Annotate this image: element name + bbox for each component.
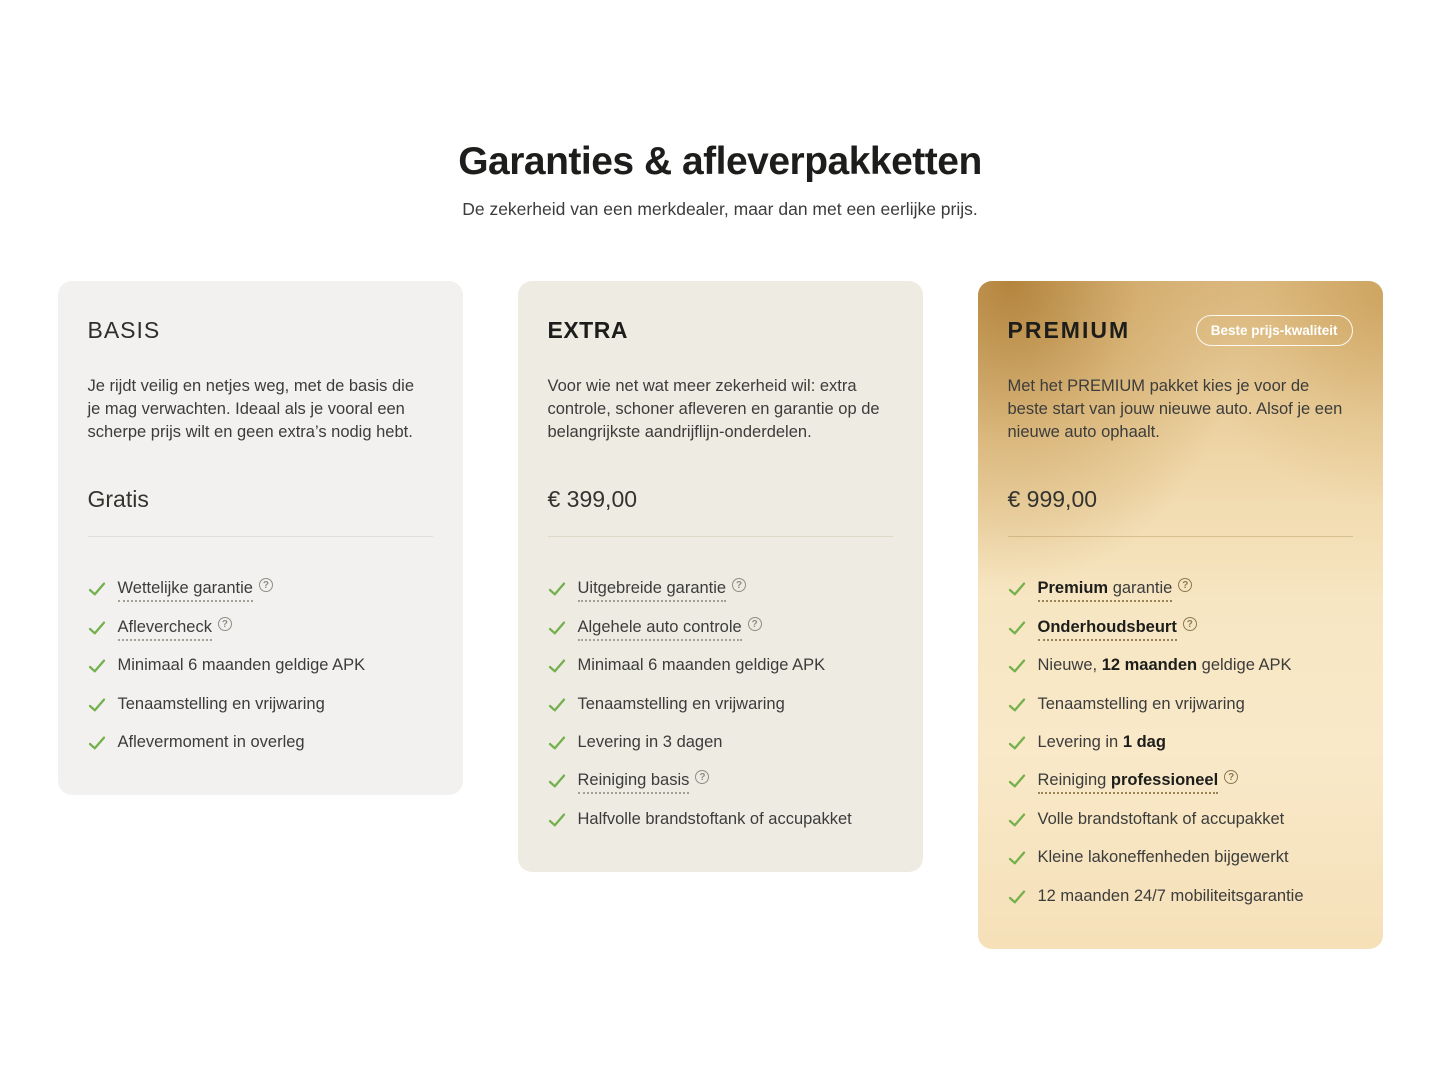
card-description: Voor wie net wat meer zekerheid wil: extra controle, schoner afleveren en garantie op de belangrijkste aandrijflijn-onderdelen. (547, 377, 880, 441)
feature-item (88, 578, 433, 599)
feature-term[interactable] (1038, 771, 1219, 794)
feature-text (1038, 617, 1197, 638)
feature-label (118, 733, 305, 751)
feature-item (1008, 732, 1353, 753)
best-value-badge: Beste prijs-kwaliteit (1196, 315, 1353, 346)
check-icon (548, 772, 566, 790)
feature-segment: 12 maanden (1101, 656, 1198, 675)
help-icon[interactable]: ? (1183, 617, 1197, 631)
feature-text (1038, 809, 1285, 830)
feature-item (548, 770, 893, 791)
feature-item (548, 732, 893, 753)
feature-list (88, 578, 433, 753)
page-header (0, 0, 1440, 220)
feature-segment: Aflevermoment in overleg (117, 733, 305, 752)
feature-term[interactable] (578, 618, 742, 641)
check-icon (1008, 888, 1026, 906)
package-cards-row (0, 281, 1440, 949)
check-icon (548, 811, 566, 829)
check-icon (548, 696, 566, 714)
feature-label (118, 656, 366, 674)
help-icon[interactable]: ? (695, 770, 709, 784)
feature-segment: Tenaamstelling en vrijwaring (117, 694, 325, 713)
check-icon (548, 657, 566, 675)
help-icon[interactable]: ? (259, 578, 273, 592)
feature-term[interactable] (1038, 618, 1177, 641)
divider (88, 536, 433, 537)
page-title: Garanties & afleverpakketten (458, 140, 982, 183)
feature-segment: Kleine lakoneffenheden bijgewerkt (1037, 848, 1289, 867)
feature-item (1008, 886, 1353, 907)
card-title-basis: BASIS (87, 316, 161, 343)
card-title-extra: EXTRA (547, 316, 628, 343)
feature-segment: Premium (1037, 579, 1109, 598)
help-icon[interactable]: ? (218, 617, 232, 631)
divider (1008, 536, 1353, 537)
card-price: € 399,00 (547, 486, 638, 513)
feature-item (1008, 578, 1353, 599)
check-icon (1008, 734, 1026, 752)
feature-segment: Tenaamstelling en vrijwaring (577, 694, 785, 713)
card-header (88, 314, 433, 346)
card-price: Gratis (87, 486, 149, 513)
help-icon[interactable]: ? (1178, 578, 1192, 592)
feature-segment: Algehele auto controle (577, 617, 742, 636)
feature-item (88, 655, 433, 676)
feature-text (1038, 886, 1304, 907)
feature-text (118, 617, 232, 638)
feature-item (88, 732, 433, 753)
package-card-extra (518, 281, 923, 872)
feature-text (578, 655, 826, 676)
feature-text (578, 617, 762, 638)
feature-segment: Minimaal 6 maanden geldige APK (117, 656, 366, 675)
feature-label (1038, 733, 1166, 751)
feature-item (1008, 617, 1353, 638)
feature-text (578, 770, 710, 791)
feature-item (88, 617, 433, 638)
feature-list (1008, 578, 1353, 907)
feature-text (118, 655, 366, 676)
divider (548, 536, 893, 537)
feature-text (1038, 655, 1292, 676)
feature-label (578, 810, 852, 828)
feature-segment: Levering in 3 dagen (577, 733, 723, 752)
card-title-premium: PREMIUM (1007, 316, 1131, 343)
feature-segment: Uitgebreide garantie (577, 579, 727, 598)
feature-text (578, 809, 852, 830)
feature-segment: Nieuwe, (1037, 656, 1102, 675)
feature-segment: Tenaamstelling en vrijwaring (1037, 694, 1245, 713)
feature-text (1038, 694, 1245, 715)
feature-text (578, 732, 723, 753)
feature-term[interactable] (118, 618, 212, 641)
card-description: Met het PREMIUM pakket kies je voor de beste start van jouw nieuwe auto. Alsof je een nieuwe auto ophaalt. (1007, 377, 1343, 441)
feature-term[interactable] (118, 579, 253, 602)
feature-segment: Onderhoudsbeurt (1037, 617, 1177, 636)
feature-segment: Levering in (1037, 733, 1123, 752)
feature-label (1038, 810, 1285, 828)
feature-label (1038, 848, 1289, 866)
feature-item (548, 694, 893, 715)
feature-text (118, 694, 325, 715)
check-icon (1008, 696, 1026, 714)
check-icon (88, 580, 106, 598)
feature-item (88, 694, 433, 715)
check-icon (1008, 580, 1026, 598)
feature-text (1038, 770, 1239, 791)
feature-segment: garantie (1108, 579, 1173, 598)
feature-item (548, 578, 893, 599)
feature-segment: 1 dag (1122, 733, 1166, 752)
feature-segment: Wettelijke garantie (117, 579, 253, 598)
feature-text (1038, 847, 1289, 868)
package-card-basis (58, 281, 463, 795)
feature-segment: Halfvolle brandstoftank of accupakket (577, 809, 852, 828)
check-icon (548, 580, 566, 598)
check-icon (88, 619, 106, 637)
check-icon (1008, 849, 1026, 867)
check-icon (88, 734, 106, 752)
feature-term[interactable] (578, 579, 727, 602)
help-icon[interactable]: ? (1224, 770, 1238, 784)
feature-item (548, 617, 893, 638)
feature-segment: geldige APK (1197, 656, 1292, 675)
feature-segment: Minimaal 6 maanden geldige APK (577, 656, 826, 675)
check-icon (1008, 811, 1026, 829)
feature-text (578, 578, 747, 599)
feature-item (1008, 694, 1353, 715)
feature-text (118, 578, 273, 599)
feature-item (1008, 770, 1353, 791)
feature-label (1038, 695, 1245, 713)
feature-item (1008, 655, 1353, 676)
package-card-premium (978, 281, 1383, 949)
feature-label (1038, 656, 1292, 674)
feature-item (548, 655, 893, 676)
feature-label (1038, 887, 1304, 905)
feature-segment: Volle brandstoftank of accupakket (1037, 809, 1285, 828)
card-header (548, 314, 893, 346)
card-description: Je rijdt veilig en netjes weg, met de basis die je mag verwachten. Ideaal als je vooral een scherpe prijs wilt en geen extra’s nodig hebt. (87, 377, 415, 441)
feature-segment: Reiniging basis (577, 771, 690, 790)
check-icon (548, 619, 566, 637)
feature-term[interactable] (1038, 579, 1173, 602)
feature-text (578, 694, 785, 715)
check-icon (1008, 619, 1026, 637)
feature-segment: professioneel (1110, 771, 1219, 790)
feature-label (578, 733, 723, 751)
feature-text (118, 732, 305, 753)
card-price: € 999,00 (1007, 486, 1098, 513)
check-icon (88, 657, 106, 675)
check-icon (1008, 772, 1026, 790)
feature-segment: Aflevercheck (117, 617, 212, 636)
check-icon (1008, 657, 1026, 675)
feature-segment: 12 maanden 24/7 mobiliteitsgarantie (1037, 886, 1304, 905)
feature-label (578, 656, 826, 674)
card-header (1008, 314, 1353, 346)
feature-text (1038, 732, 1166, 753)
page-subtitle: De zekerheid van een merkdealer, maar dan met een eerlijke prijs. (462, 199, 978, 219)
feature-label (118, 695, 325, 713)
feature-list (548, 578, 893, 830)
help-icon[interactable]: ? (748, 617, 762, 631)
feature-label (578, 695, 785, 713)
feature-segment: Reiniging (1037, 771, 1111, 790)
check-icon (548, 734, 566, 752)
check-icon (88, 696, 106, 714)
feature-item (1008, 809, 1353, 830)
feature-item (548, 809, 893, 830)
feature-item (1008, 847, 1353, 868)
feature-text (1038, 578, 1193, 599)
feature-term[interactable] (578, 771, 690, 794)
help-icon[interactable]: ? (732, 578, 746, 592)
